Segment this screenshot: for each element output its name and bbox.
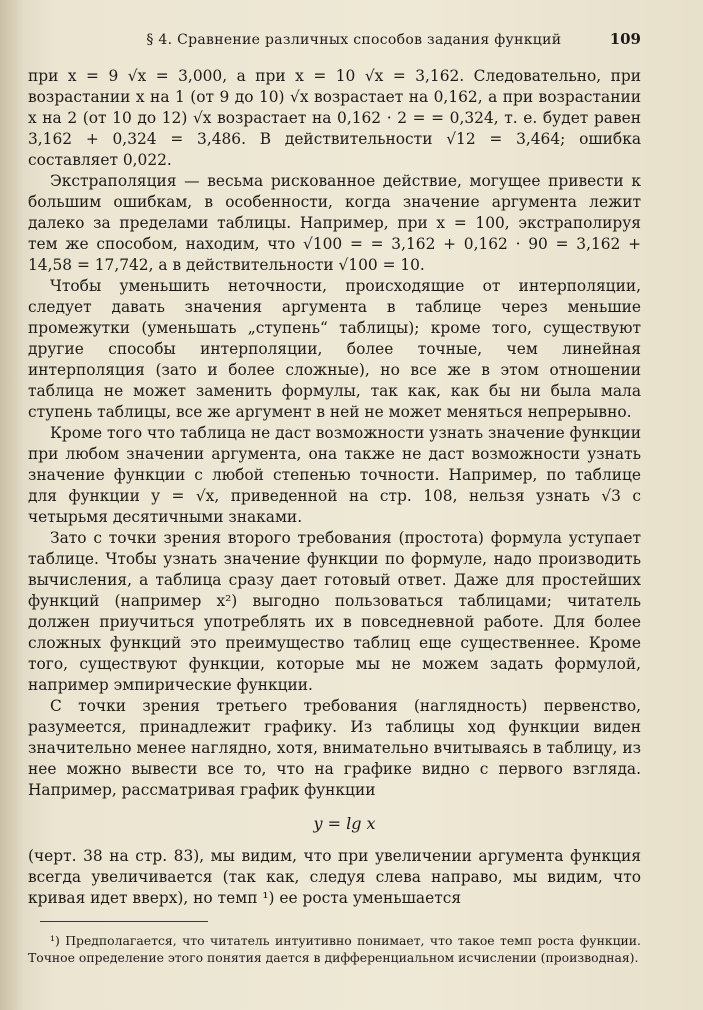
paragraph: С точки зрения третьего требования (наглядность) первенство, разумеется, принадлежит графику. Из таблицы ход функции виден значительно менее наглядно, хотя, внимательно вчитываясь в таблицу, из нее можно вывести все то, что на графике видно с первого взгляда. Например, рассматривая график функции <box>28 697 641 799</box>
paragraph: Зато с точки зрения второго требования (простота) формула уступает таблице. Чтобы узнать значение функции по формуле, надо производить вычисления, а таблица сразу дает готовый ответ. Даже для простейших функций (например x²) выгодно пользоваться таблицами; читатель должен приучиться употреблять их в повседневной работе. Для более сложных функций это преимущество таблиц еще существеннее. Кроме того, существуют функции, которые мы не можем задать формулой, например эмпирические функции. <box>28 529 641 694</box>
paragraph-continuation: (черт. 38 на стр. 83), мы видим, что при увеличении аргумента функция всегда увеличивается (так как, следуя слева направо, мы видим, что кривая идет вверх), но темп ¹) ее роста уменьшается <box>28 847 641 907</box>
main-text <box>28 66 641 909</box>
paragraph: при x = 9 √x = 3,000, а при x = 10 √x = 3,162. Следовательно, при возрастании x на 1 (от 9 до 10) √x возрастает на 0,162, а при возрастании x на 2 (от 10 до 12) √x возрастает на 0,162 · 2 = = 0,324, т. е. будет равен 3,162 + 0,324 = 3,486. В действительности √12 = 3,464; ошибка составляет 0,022. <box>28 67 641 169</box>
footnote-rule <box>40 921 208 922</box>
binding-shadow <box>0 0 24 1010</box>
page-number: 109 <box>609 30 641 48</box>
running-header <box>28 30 641 54</box>
paragraph: Кроме того что таблица не даст возможности узнать значение функции при любом значении аргумента, она также не даст возможности узнать значение функции с любой степенью точности. Например, по таблице для функции y = √x, приведенной на стр. 108, нельзя узнать √3 с четырьмя десятичными знаками. <box>28 424 641 526</box>
formula: y = lg x <box>313 814 376 833</box>
section-title: § 4. Сравнение различных способов задания функций <box>146 32 562 48</box>
paragraph: Чтобы уменьшить неточности, происходящие от интерполяции, следует давать значения аргумента в таблице через меньшие промежутки (уменьшать „ступень“ таблицы); кроме того, существуют другие способы интерполяции, более точные, чем линейная интерполяция (зато и более сложные), но все же в этом отношении таблица не может заменить формулы, так как, как бы ни была мала ступень таблицы, все же аргумент в ней не может меняться непрерывно. <box>28 277 641 421</box>
footnote-text: ¹) Предполагается, что читатель интуитивно понимает, что такое темп роста функции. Точное определение этого понятия дается в дифференциальном исчислении (производная). <box>28 933 641 965</box>
paragraph: Экстраполяция — весьма рискованное действие, могущее привести к большим ошибкам, в особенности, когда значение аргумента лежит далеко за пределами таблицы. Например, при x = 100, экстраполируя тем же способом, находим, что √100 = = 3,162 + 0,162 · 90 = 3,162 + 14,58 = 17,742, а в действительности √100 = 10. <box>28 172 641 274</box>
footnote <box>28 932 641 966</box>
